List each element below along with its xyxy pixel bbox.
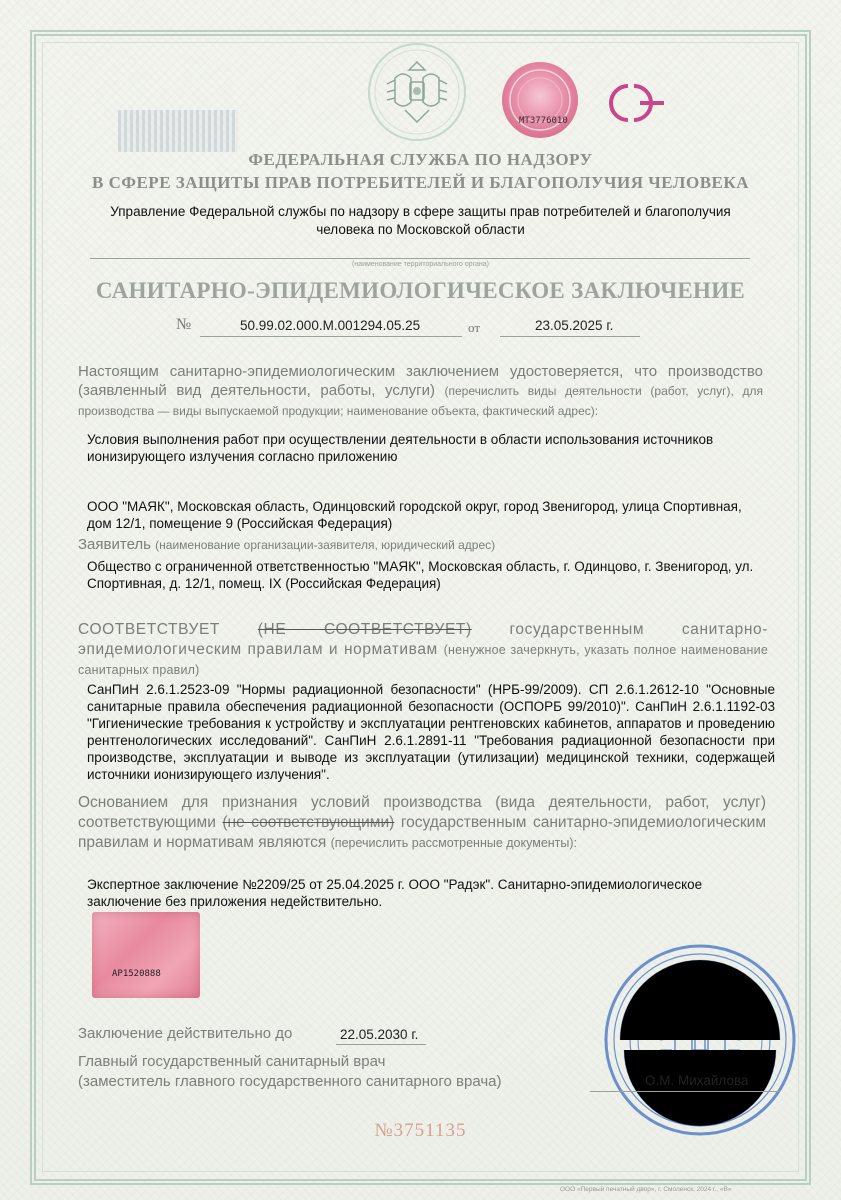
basis-struck: (не соответствующими) bbox=[222, 814, 395, 831]
official-stamp-icon bbox=[600, 940, 800, 1140]
conforms-word: СООТВЕТСТВУЕТ bbox=[78, 621, 221, 638]
hologram-sticker-2 bbox=[92, 912, 200, 998]
doctor-title-line1: Главный государственный санитарный врач bbox=[78, 1053, 386, 1070]
hologram2-code: AP1520888 bbox=[112, 969, 161, 979]
date-label: от bbox=[468, 320, 481, 335]
doctor-title-line2: (заместитель главного государственного санитарного врача) bbox=[78, 1073, 502, 1090]
agency-title-line2: В СФЕРЕ ЗАЩИТЫ ПРАВ ПОТРЕБИТЕЛЕЙ И БЛАГОПОЛУЧИЯ ЧЕЛОВЕКА bbox=[92, 173, 749, 192]
activity-text: Условия выполнения работ при осуществлении деятельности в области использования источников ионизирующего излучения согласно приложению bbox=[87, 432, 714, 464]
basis-hint: (перечислить рассмотренные документы): bbox=[330, 836, 578, 850]
applicant-text: Общество с ограниченной ответственностью "МАЯК", Московская область, г. Одинцово, г. Звенигород, ул. Спортивная, д. 12/1, помещ. IX (Российская Федерация) bbox=[87, 559, 754, 591]
serial-number: №3751135 bbox=[374, 1120, 467, 1141]
intro-paragraph bbox=[78, 362, 763, 421]
date-underline bbox=[500, 336, 640, 337]
valid-until-label: Заключение действительно до bbox=[78, 1025, 293, 1042]
applicant-heading bbox=[78, 536, 495, 553]
valid-underline bbox=[336, 1044, 426, 1045]
hologram-code: MT3776010 bbox=[519, 116, 568, 126]
norms-text: СанПиН 2.6.1.2523-09 "Нормы радиационной безопасности" (НРБ-99/2009). СП 2.6.1.2612-10 "Основные санитарные правила обеспечения радиационной безопасности (ОСПОРБ 99/2010)". СанПиН 2.6.1.1192-03 "Гигиенические требования к устройству и эксплуатации рентгеновских кабинетов, аппаратов и проведению рентгенологических исследований". СанПиН 2.6.1.2891-11 "Требования радиационной безопасности при производстве, эксплуатации и выводе из эксплуатации (утилизации) медицинской техники, содержащей источники ионизирующего излучения". bbox=[87, 682, 775, 782]
department-name: Управление Федеральной службы по надзору в сфере защиты прав потребителей и благополучия человека по Московской области bbox=[110, 204, 731, 237]
department-caption: (наименование территориального органа) bbox=[352, 261, 489, 268]
intro-main-text: Настоящим санитарно-эпидемиологическим заключением удостоверяется, что производство (заявленный вид деятельности, работы, услуги) bbox=[78, 363, 763, 399]
conforms-hint: (ненужное зачеркнуть, указать полное наименование санитарных правил) bbox=[78, 643, 768, 677]
company-text: ООО "МАЯК", Московская область, Одинцовский городской округ, город Звенигород, улица Спортивная, дом 12/1, помещение 9 (Российская Федерация) bbox=[87, 499, 742, 531]
basis-main-2: государственным санитарно-эпидемиологическим правилам и нормативам являются bbox=[78, 814, 766, 851]
document-date: 23.05.2025 г. bbox=[535, 318, 614, 333]
number-sign: № bbox=[176, 316, 192, 333]
doctor-name: О.М. Михайлова bbox=[645, 1073, 749, 1088]
conforms-struck: (НЕ СООТВЕТСТВУЕТ) bbox=[257, 621, 472, 638]
document-number: 50.99.02.000.М.001294.05.25 bbox=[240, 318, 421, 333]
agency-title-line1: ФЕДЕРАЛЬНАЯ СЛУЖБА ПО НАДЗОРУ bbox=[248, 150, 593, 169]
valid-until-date: 22.05.2030 г. bbox=[340, 1027, 419, 1042]
conforms-rest: государственным санитарно-эпидемиологическим правилам и нормативам bbox=[78, 621, 768, 658]
basis-statement bbox=[78, 793, 766, 853]
russian-coat-of-arms-icon bbox=[365, 40, 470, 145]
printer-imprint: ООО «Первый печатный двор», г. Смоленск, 2024 г., «В» bbox=[560, 1186, 732, 1193]
signature-underline bbox=[590, 1091, 780, 1092]
applicant-hint: (наименование организации-заявителя, юридический адрес) bbox=[155, 538, 496, 552]
expert-text: Экспертное заключение №2209/25 от 25.04.2025 г. ООО "Радэк". Санитарно-эпидемиологическое заключение без приложения недействительно. bbox=[87, 877, 703, 909]
intro-hint-text: (перечислить виды деятельности (работ, услуг), для производства — виды выпускаемой продукции; наименование объекта, фактический адрес): bbox=[78, 384, 764, 418]
basis-main-1: Основанием для признания условий производства (вида деятельности, работ, услуг) соответствующими bbox=[78, 794, 766, 831]
se-logo-icon bbox=[600, 78, 680, 128]
applicant-label: Заявитель bbox=[78, 536, 151, 553]
conformity-statement bbox=[78, 620, 768, 680]
number-underline bbox=[200, 336, 462, 337]
document-title: САНИТАРНО-ЭПИДЕМИОЛОГИЧЕСКОЕ ЗАКЛЮЧЕНИЕ bbox=[95, 278, 746, 303]
security-stripe bbox=[118, 110, 238, 152]
department-underline bbox=[90, 258, 750, 259]
hologram-sticker-icon bbox=[500, 60, 580, 140]
